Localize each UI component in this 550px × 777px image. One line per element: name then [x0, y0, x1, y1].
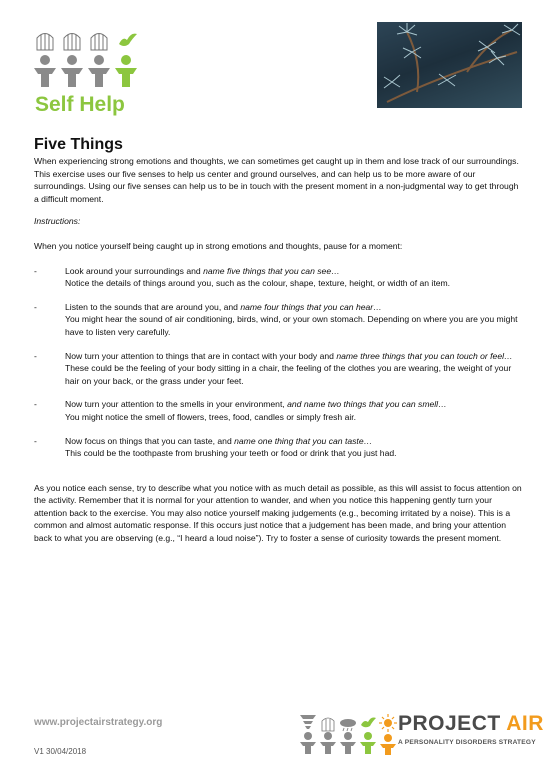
document-body [34, 155, 524, 545]
document-title: Five Things [34, 136, 123, 153]
instructions-heading: Instructions: [34, 216, 81, 227]
list-item: - Look around your surroundings and name five things that you can see… Notice the details of things around you, such as the colour, shape, texture, height, or width of an item. [34, 265, 451, 289]
caged-person-icon [86, 30, 112, 88]
self-help-logo [32, 30, 162, 88]
caged-person-icon [32, 30, 58, 88]
closing-paragraph: As you notice each sense, try to describe what you notice with as much detail as possible, as this will assist to focus attention on the activity. Remember that it is normal for your attention to wander, and when you notice this happening gently turn your attention back to the exercise. You may also notice yourself making judgements (e.g., becoming irritated by a noise). This is a common and almost automatic response. If this occurs just notice that a judgement has been made, and bring your attention back to what you are observing (e.g., “I heard a loud noise”). Try to foster a sense of curiosity towards the present moment. [34, 482, 522, 544]
caged-person-icon [59, 30, 85, 88]
list-item: - Now focus on things that you can taste, and name one thing that you can taste… This could be the toothpaste from brushing your teeth or food or drink that you just had. [34, 435, 397, 459]
senses-list [34, 265, 524, 460]
intro-paragraph: When experiencing strong emotions and thoughts, we can sometimes get caught up in them and lose track of our surroundings. This exercise uses our five senses to help us center and ground ourselves, and can help us to be more aware of our surroundings. Using our five senses can help us to be in touch with the present moment in a non-judgmental way to get through a difficult moment. [34, 156, 519, 204]
pine-branch-photo [377, 22, 522, 108]
list-item: - Now turn your attention to the smells in your environment, and name two things that you can smell… You might notice the smell of flowers, trees, food, candles or simply fresh air. [34, 399, 447, 422]
section-label: Self Help [35, 93, 125, 116]
project-air-figures-icon [298, 711, 398, 755]
brand-tagline: A PERSONALITY DISORDERS STRATEGY [398, 739, 536, 746]
free-bird-person-icon [113, 30, 139, 88]
website-url[interactable]: www.projectairstrategy.org [34, 717, 163, 728]
version-date: V1 30/04/2018 [34, 747, 87, 756]
project-air-logo: PROJECT AIR [398, 712, 544, 735]
lead-in-text: When you notice yourself being caught up in strong emotions and thoughts, pause for a moment: [34, 240, 403, 251]
list-item: - Listen to the sounds that are around you, and name four things that you can hear… You might hear the sound of air conditioning, birds, wind, or your own stomach. Depending on where you are you might have to listen very carefully. [34, 301, 518, 337]
list-item: - Now turn your attention to things that are in contact with your body and name three things that you can touch or feel… These could be the feeling of your body sitting in a chair, the feeling of the clothes you are wearing, the weight of your hair on your back, or the grass under your feet. [34, 350, 513, 386]
